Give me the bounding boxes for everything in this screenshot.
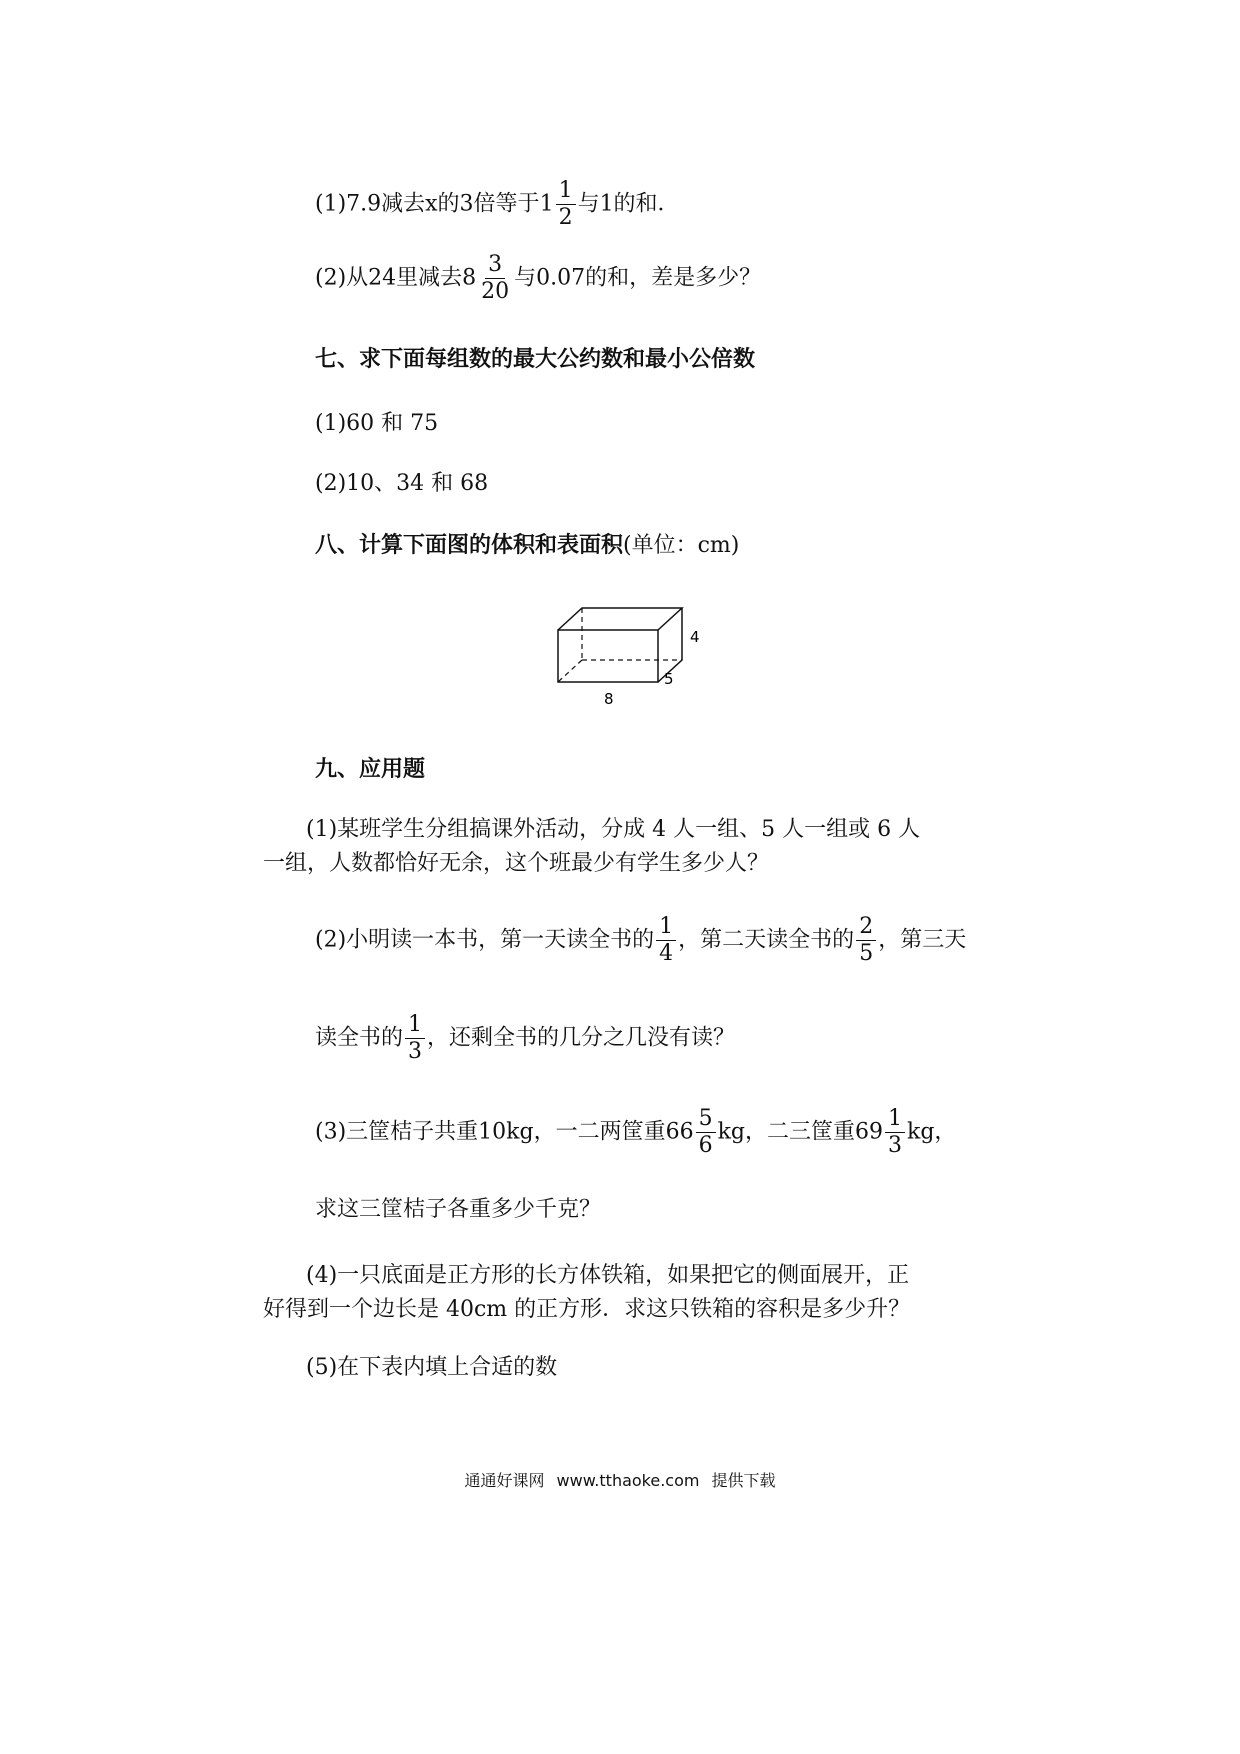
q5: (5)在下表内填上合适的数 [306,1355,558,1380]
footer-site-name: 通通好课网 [464,1471,545,1490]
fraction: $\frac{1}{4}$ [656,916,676,965]
section-9-title: 九、应用题 [315,757,426,782]
fraction: $\frac{1}{2}$ [556,180,576,229]
fraction: $\frac{1}{3}$ [405,1014,425,1063]
section-8-title: 八、计算下面图的体积和表面积 [315,533,624,558]
length-label: 8 [604,690,614,708]
section-7-title: 七、求下面每组数的最大公约数和最小公倍数 [315,347,756,372]
cuboid-front-face [558,630,658,682]
depth-label: 5 [664,670,674,688]
q2-line2: 读全书的 $\frac{1}{3}$ ，还剩全书的几分之几没有读？ [315,1012,736,1064]
equation-q1: (1)7.9减去x的3倍等于1 $\frac{1}{2}$ 与1的和． [315,178,680,230]
fraction: $\frac{1}{3}$ [885,1108,905,1157]
q2-line1: (2)小明读一本书，第一天读全书的 $\frac{1}{4}$ ，第二天读全书的 $\frac{2}{5}$ ，第三天 [315,914,967,966]
section-8-unit: (单位：cm) [623,533,740,558]
fraction: $\frac{2}{5}$ [856,916,876,965]
q3-line1: (3)三筐桔子共重10kg，一二两筐重66 $\frac{5}{6}$ kg，二三筐重69 $\frac{1}{3}$ kg， [315,1106,957,1158]
fraction: $\frac{3}{20}$ [481,252,510,304]
section-7-q1: (1)60 和 75 [315,411,439,436]
fraction: $\frac{5}{6}$ [696,1108,716,1157]
footer-suffix: 提供下载 [711,1471,776,1490]
q1-line2: 一组，人数都恰好无余，这个班最少有学生多少人？ [263,851,770,876]
q3-line2: 求这三筐桔子各重多少千克？ [315,1197,602,1222]
height-label: 4 [690,628,700,646]
q4-line1: (4)一只底面是正方形的长方体铁箱，如果把它的侧面展开，正 [306,1263,910,1288]
cuboid-top-face [558,608,682,630]
q1-line1: (1)某班学生分组搞课外活动，分成 4 人一组、5 人一组或 6 人 [306,817,921,842]
cuboid-figure [550,600,710,710]
section-7-q2: (2)10、34 和 68 [315,471,489,496]
section-8-title-line [315,532,739,560]
q4-line2: 好得到一个边长是 40cm 的正方形．求这只铁箱的容积是多少升？ [263,1297,911,1322]
footer-url[interactable]: www.tthaoke.com [556,1471,700,1490]
footer [0,1468,1240,1491]
equation-q2: (2)从24里减去8 $\frac{3}{20}$ 与0.07的和，差是多少？ [315,252,762,304]
